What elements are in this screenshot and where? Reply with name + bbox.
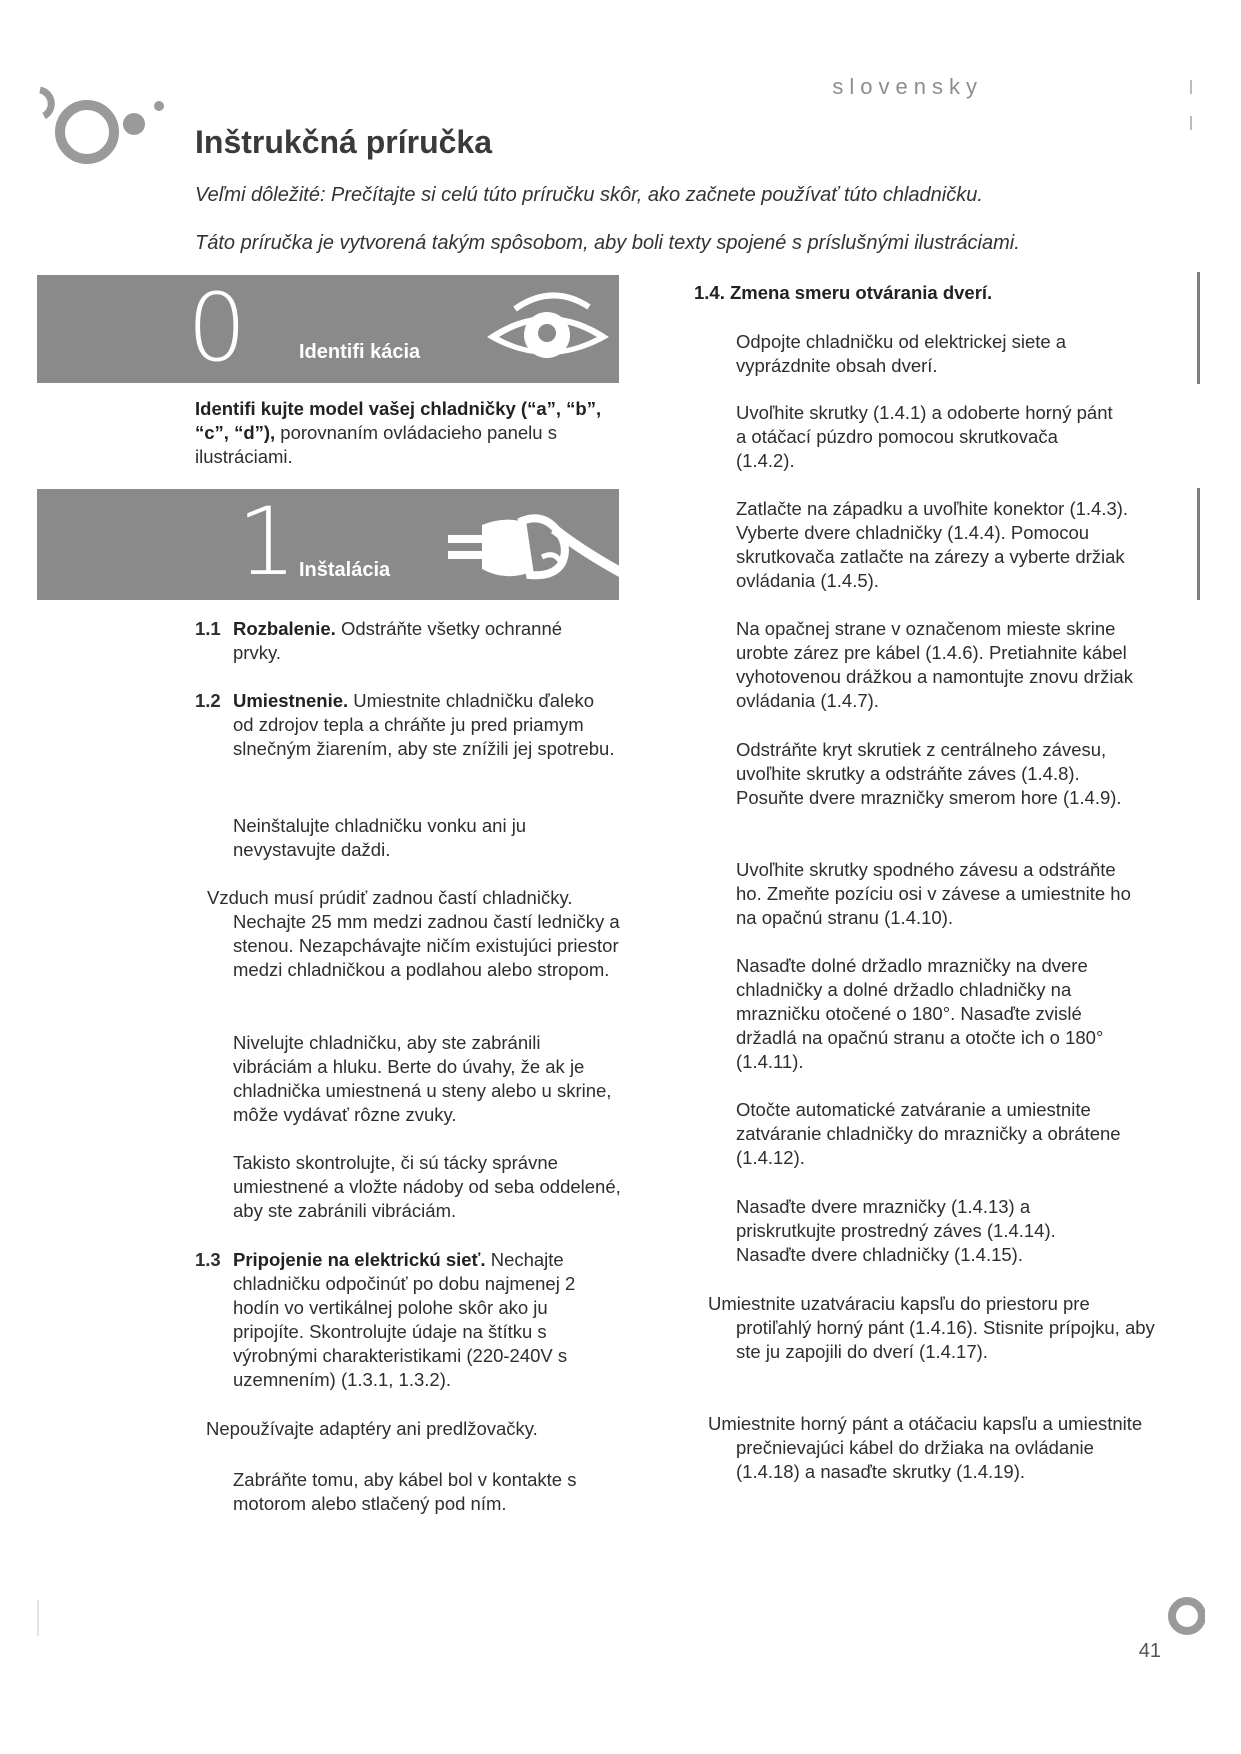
note-air-text: Vzduch musí prúdiť zadnou častí chladničky. Nechajte 25 mm medzi zadnou častí ledničky a stenou. Nezapchávajte ničím existujúci priestor medzi chladničkou a podlahou alebo stropom.: [207, 887, 620, 980]
item-number: 1.2: [195, 690, 221, 711]
note-air: [207, 886, 627, 982]
door-step: Na opačnej strane v označenom mieste skrine urobte zárez pre kábel (1.4.6). Pretiahnite kábel vyhotovenou drážkou a namontujte znovu držiak ovládania (1.4.7).: [736, 618, 1133, 711]
margin-bar: [1197, 488, 1200, 600]
note-trays: Takisto skontrolujte, či sú tácky správne umiestnené a vložte nádoby od seba oddelené, aby ste zabránili vibráciám.: [233, 1152, 621, 1221]
brand-logo-icon: [30, 78, 170, 178]
item-text: Odstráňte všetky ochranné prvky.: [233, 618, 563, 663]
identification-rest: porovnaním ovládacieho panelu s ilustráciami.: [195, 422, 557, 467]
door-step: Zatlačte na západku a uvoľhite konektor (1.4.3). Vyberte dvere chladničky (1.4.4). Pomocou skrutkovača zatlačte na zárezy a vyberte držiak ovládania (1.4.5).: [736, 498, 1129, 591]
margin-bar: [1197, 272, 1200, 384]
door-step: Umiestnite uzatváraciu kapsľu do priestoru pre protiľahlý horný pánt (1.4.16). Stisnite prípojku, aby ste ju zapojili do dverí (1.4.17).: [708, 1293, 1155, 1362]
door-step: Nasaďte dolné držadlo mrazničky na dvere chladničky a dolné držadlo chladničky na mrazničku otočené o 180°. Nasaďte zvislé držadlá na opačnú stranu a otočte ich o 180° (1.4.11).: [736, 955, 1104, 1072]
language-label: slovensky: [832, 74, 983, 99]
margin-mark: [1190, 80, 1192, 94]
install-item-1-2: [195, 689, 615, 761]
margin-mark: [37, 1600, 39, 1636]
section-label: Inštalácia: [299, 559, 391, 581]
item-text: Umiestnite chladničku ďaleko od zdrojov tepla a chráňte ju pred priamym slnečným žiarením, aby ste znížili jej spotrebu.: [233, 690, 615, 759]
item-title: Rozbalenie.: [233, 618, 336, 639]
install-item-1-3: [195, 1248, 605, 1392]
eye-icon: [477, 285, 612, 375]
door-step: Umiestnite horný pánt a otáčaciu kapsľu a umiestnite prečnievajúci kábel do držiaka na ovládanie (1.4.18) a nasaďte skrutky (1.4.19).: [708, 1413, 1143, 1482]
note-adapters: Nepoužívajte adaptéry ani predlžovačky.: [206, 1418, 538, 1439]
install-item-1-1: [195, 617, 615, 665]
door-step: Nasaďte dvere mrazničky (1.4.13) a priskrutkujte prostredný záves (1.4.14). Nasaďte dvere chladničky (1.4.15).: [736, 1196, 1056, 1265]
door-step: Odpojte chladničku od elektrickej siete a vyprázdnite obsah dverí.: [736, 331, 1067, 376]
door-step: Otočte automatické zatváranie a umiestnite zatváranie chladničky do mrazničky a obrátene (1.4.12).: [736, 1099, 1121, 1168]
intro-illustrations: Táto príručka je vytvorená takým spôsobom, aby boli texty spojené s príslušnými ilustráciami.: [195, 232, 1020, 254]
note-cable: Zabráňte tomu, aby kábel bol v kontakte s motorom alebo stlačený pod ním.: [233, 1469, 577, 1514]
item-number: 1.3: [195, 1249, 221, 1270]
intro-important: Veľmi dôležité: Prečítajte si celú túto príručku skôr, ako začnete používať túto chladničku.: [195, 184, 983, 206]
identification-bold: Identifi kujte model vašej chladničky (“a”, “b”, “c”, “d”),: [195, 398, 602, 443]
door-step: Uvoľhite skrutky spodného závesu a odstráňte ho. Zmeňte pozíciu osi v závese a umiestnite ho na opačnú stranu (1.4.10).: [736, 859, 1131, 928]
page-title: Inštrukčná príručka: [195, 124, 492, 160]
section-band-installation: [37, 489, 619, 600]
page-number: 41: [1138, 1640, 1161, 1662]
identification-text: [195, 397, 615, 469]
door-step: Uvoľhite skrutky (1.4.1) a odoberte horný pánt a otáčací púzdro pomocou skrutkovača (1.4.2).: [736, 402, 1113, 471]
door-step: Odstráňte kryt skrutiek z centrálneho závesu, uvoľhite skrutky a odstráňte záves (1.4.8). Posuňte dvere mrazničky smerom hore (1.4.9).: [736, 739, 1122, 808]
section-label: Identifi kácia: [299, 341, 421, 363]
plug-icon: [442, 511, 619, 591]
note-outdoor: Neinštalujte chladničku vonku ani ju nevystavujte daždi.: [233, 815, 527, 860]
item-title: Umiestnenie.: [233, 690, 349, 711]
item-title: Pripojenie na elektrickú sieť.: [233, 1249, 486, 1270]
note-level: Nivelujte chladničku, aby ste zabránili vibráciám a hluku. Berte do úvahy, že ak je chladnička umiestnená u steny alebo u skrine, môže vydávať rôzne zvuky.: [233, 1032, 612, 1125]
section-band-identification: [37, 275, 619, 383]
margin-mark: [1190, 116, 1192, 130]
item-number: 1.1: [195, 618, 221, 639]
page-corner-circle-icon: [1165, 1590, 1205, 1642]
door-heading: 1.4. Zmena smeru otvárania dverí.: [694, 282, 993, 303]
item-text: Nechajte chladničku odpočinúť po dobu najmenej 2 hodín vo vertikálnej polohe skôr ako ju pripojíte. Skontrolujte údaje na štítku s výrobnými charakteristikami (220-240V s uzemnením) (1.3.1, 1.3.2).: [233, 1249, 576, 1390]
section-number: 1: [237, 489, 297, 597]
section-number: 0: [187, 275, 247, 383]
